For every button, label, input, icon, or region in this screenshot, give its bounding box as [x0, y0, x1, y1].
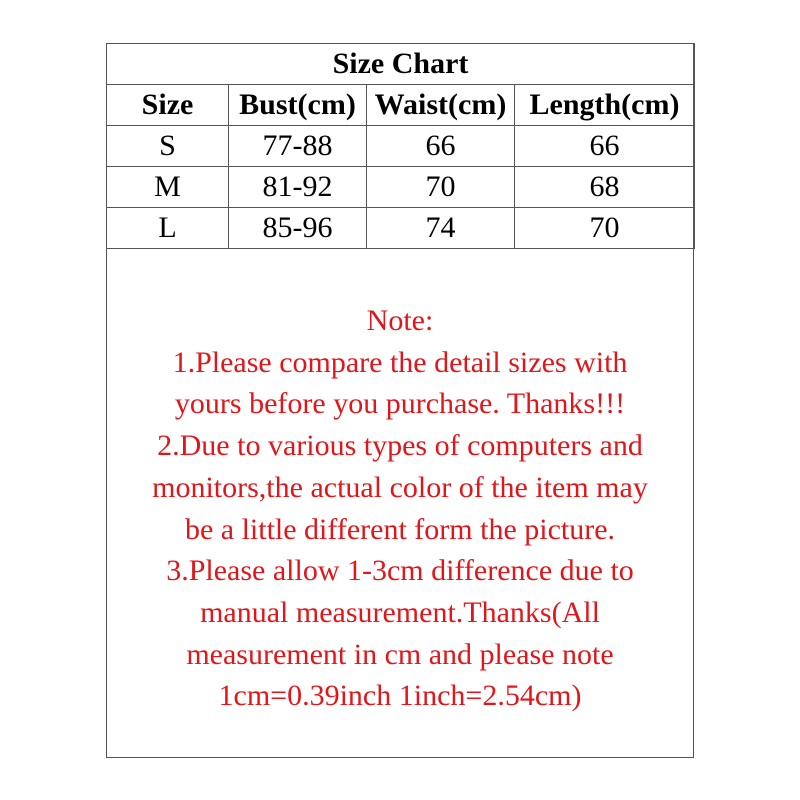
table-title: Size Chart [107, 44, 695, 85]
note-heading: Note: [366, 304, 434, 337]
note-line: monitors,the actual color of the item may [152, 470, 648, 504]
cell-bust: 85-96 [229, 208, 367, 249]
header-length: Length(cm) [515, 85, 695, 126]
table-title-row [107, 44, 695, 85]
cell-waist: 74 [367, 208, 515, 249]
note-block [106, 300, 694, 717]
cell-size: S [107, 126, 229, 167]
size-chart-table [106, 43, 695, 249]
cell-length: 68 [515, 167, 695, 208]
table-row [107, 126, 695, 167]
cell-size: M [107, 167, 229, 208]
cell-waist: 70 [367, 167, 515, 208]
cell-size: L [107, 208, 229, 249]
table-row [107, 208, 695, 249]
note-line: be a little different form the picture. [184, 512, 616, 546]
note-line: yours before you purchase. Thanks!!! [174, 387, 626, 421]
note-line: 1cm=0.39inch 1inch=2.54cm) [218, 679, 582, 713]
note-line: manual measurement.Thanks(All [200, 595, 600, 629]
table-row [107, 167, 695, 208]
header-waist: Waist(cm) [367, 85, 515, 126]
header-bust: Bust(cm) [229, 85, 367, 126]
note-line: 2.Due to various types of computers and [157, 429, 643, 463]
cell-length: 70 [515, 208, 695, 249]
cell-length: 66 [515, 126, 695, 167]
note-line: 1.Please compare the detail sizes with [172, 345, 628, 379]
cell-bust: 81-92 [229, 167, 367, 208]
cell-waist: 66 [367, 126, 515, 167]
note-line: measurement in cm and please note [186, 637, 614, 671]
note-line: 3.Please allow 1-3cm difference due to [166, 554, 634, 588]
cell-bust: 77-88 [229, 126, 367, 167]
table-header-row [107, 85, 695, 126]
header-size: Size [107, 85, 229, 126]
